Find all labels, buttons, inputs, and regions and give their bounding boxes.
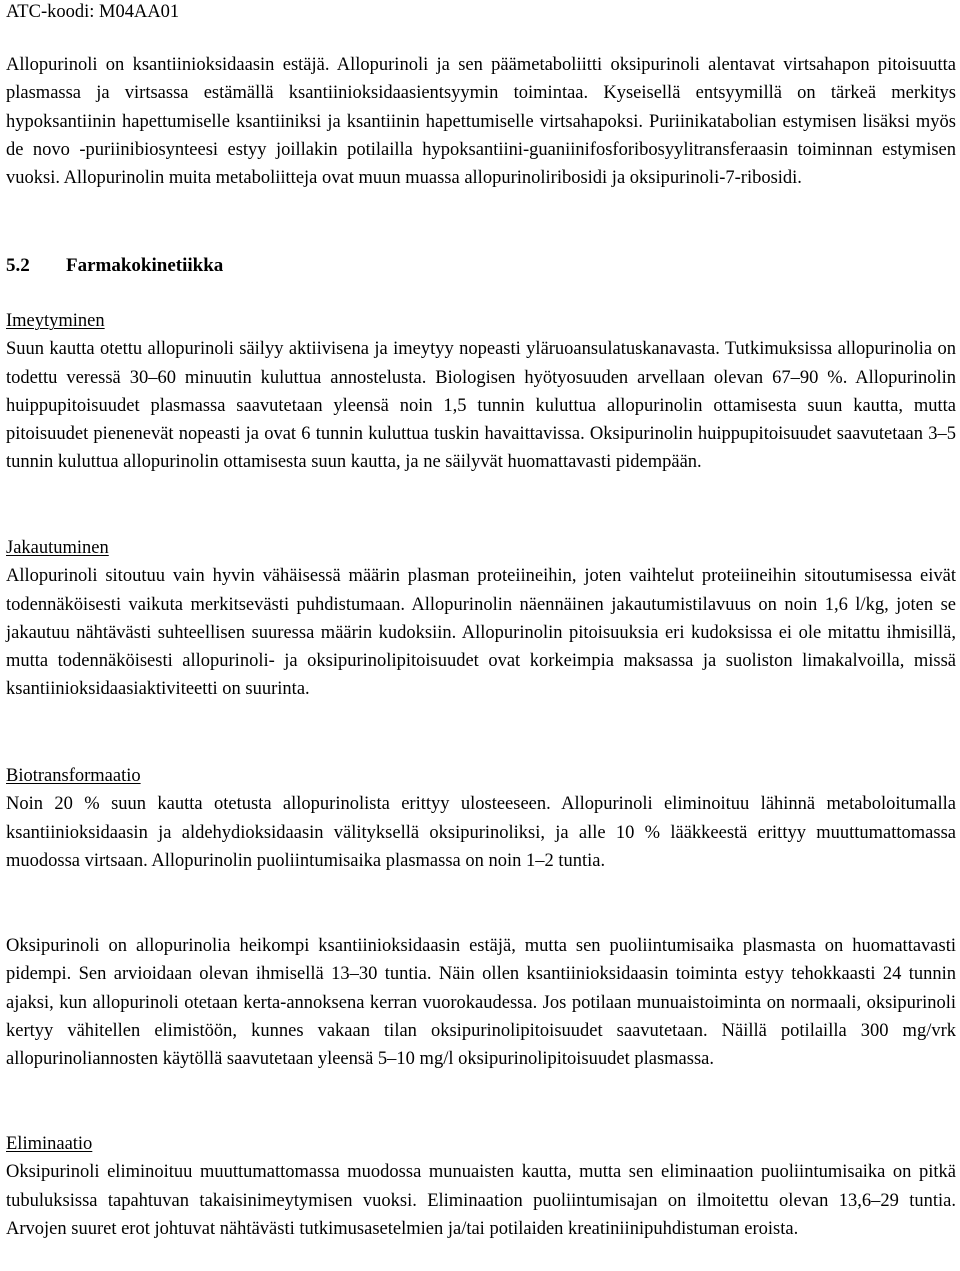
intro-paragraph: Allopurinoli on ksantiinioksidaasin estäjä. Allopurinoli ja sen päämetaboliitti oksipurinoli alentavat virtsahapon pitoisuutta plasmassa ja virtsassa estämällä ksantiinioksidaasientsyymin toimintaa. Kyseisellä entsyymillä on tärkeä merkitys hypoksantiinin hapettumiselle ksantiiniksi ja ksantiinin hapettumiselle virtsahapoksi. Puriinikatabolian estymisen lisäksi myös de novo -puriinibiosynteesi estyy joillakin potilailla hypoksantiini-guaniinifosforibosyylitransferaasin toiminnan estymisen vuoksi. Allopurinolin muita metaboliitteja ovat muun muassa allopurinoliribosidi ja oksipurinoli-7-ribosidi. (6, 55, 956, 189)
biotransformation-section (6, 762, 956, 875)
intro-section (6, 51, 956, 192)
section-heading (6, 252, 956, 280)
absorption-heading: Imeytyminen (6, 311, 105, 331)
absorption-section (6, 307, 956, 477)
elimination-heading: Eliminaatio (6, 1134, 93, 1154)
atc-code: ATC-koodi: M04AA01 (6, 2, 180, 22)
section-number: 5.2 (6, 255, 30, 276)
distribution-paragraph: Allopurinoli sitoutuu vain hyvin vähäisessä määrin plasman proteiineihin, joten vaihtelut proteiineihin sitoutumisessa eivät todennäköisesti vaikuta merkitsevästi puhdistumaan. Allopurinolin näennäinen jakautumistilavuus on noin 1,6 l/kg, joten se jakautuu nähtävästi suhteellisen suuressa määrin kudoksiin. Allopurinolin pitoisuuksia eri kudoksissa ei ole mitattu ihmisillä, mutta todennäköisesti allopurinoli- ja oksipurinolipitoisuudet ovat korkeimpia maksassa ja suoliston limakalvoilla, missä ksantiinioksidaasiaktiviteetti on suurinta. (6, 566, 956, 700)
biotransformation-paragraph-1: Noin 20 % suun kautta otetusta allopurinolista erittyy ulosteeseen. Allopurinoli eliminoituu lähinnä metaboloitumalla ksantiinioksidaasin ja aldehydioksidaasin välityksellä oksipurinoliksi, ja alle 10 % lääkkeestä erittyy muuttumattomassa muodossa virtsaan. Allopurinolin puoliintumisaika plasmassa on noin 1–2 tuntia. (6, 794, 956, 871)
absorption-paragraph: Suun kautta otettu allopurinoli säilyy aktiivisena ja imeytyy nopeasti yläruoansulatuskanavasta. Tutkimuksissa allopurinolia on todettu veressä 30–60 minuutin kuluttua annostelusta. Biologisen hyötyosuuden arvellaan olevan 67–90 %. Allopurinolin huippupitoisuudet plasmassa saavutetaan yleensä noin 1,5 tunnin kuluttua allopurinolin ottamisesta suun kautta, mutta pitoisuudet pienenevät nopeasti ja ovat 6 tunnin kuluttua tuskin havaittavissa. Oksipurinolin huippupitoisuudet saavutetaan 3–5 tunnin kuluttua allopurinolin ottamisesta suun kautta, ja ne säilyvät huomattavasti pidempään. (6, 339, 956, 473)
distribution-section (6, 534, 956, 704)
section-title: Farmakokinetiikka (66, 255, 224, 276)
elimination-paragraph: Oksipurinoli eliminoituu muuttumattomassa muodossa munuaisten kautta, mutta sen eliminaation puoliintumisaika on pitkä tubuluksissa tapahtuvan takaisinimeytymisen vuoksi. Eliminaation puoliintumisajan on ilmoitettu olevan 13,6–29 tuntia. Arvojen suuret erot johtuvat nähtävästi tutkimusasetelmien ja/tai potilaiden kreatiniinipuhdistuman eroista. (6, 1162, 956, 1239)
biotransformation-heading: Biotransformaatio (6, 766, 141, 786)
distribution-heading: Jakautuminen (6, 538, 109, 558)
elimination-section (6, 1130, 956, 1243)
biotransformation-paragraph-2: Oksipurinoli on allopurinolia heikompi ksantiinioksidaasin estäjä, mutta sen puoliintumisaika plasmasta on huomattavasti pidempi. Sen arvioidaan olevan ihmisellä 13–30 tuntia. Näin ollen ksantiinioksidaasin toiminta estyy tehokkaasti 24 tunnin ajaksi, kun allopurinoli otetaan kerta-annoksena kerran vuorokaudessa. Jos potilaan munuaistoiminta on normaali, oksipurinoli kertyy vähitellen elimistöön, kunnes vakaan tilan oksipurinolipitoisuudet saavutetaan. Näillä potilailla 300 mg/vrk allopurinoliannosten käytöllä saavutetaan yleensä 5–10 mg/l oksipurinolipitoisuudet plasmassa. (6, 936, 956, 1070)
biotransformation-section-2 (6, 932, 956, 1073)
